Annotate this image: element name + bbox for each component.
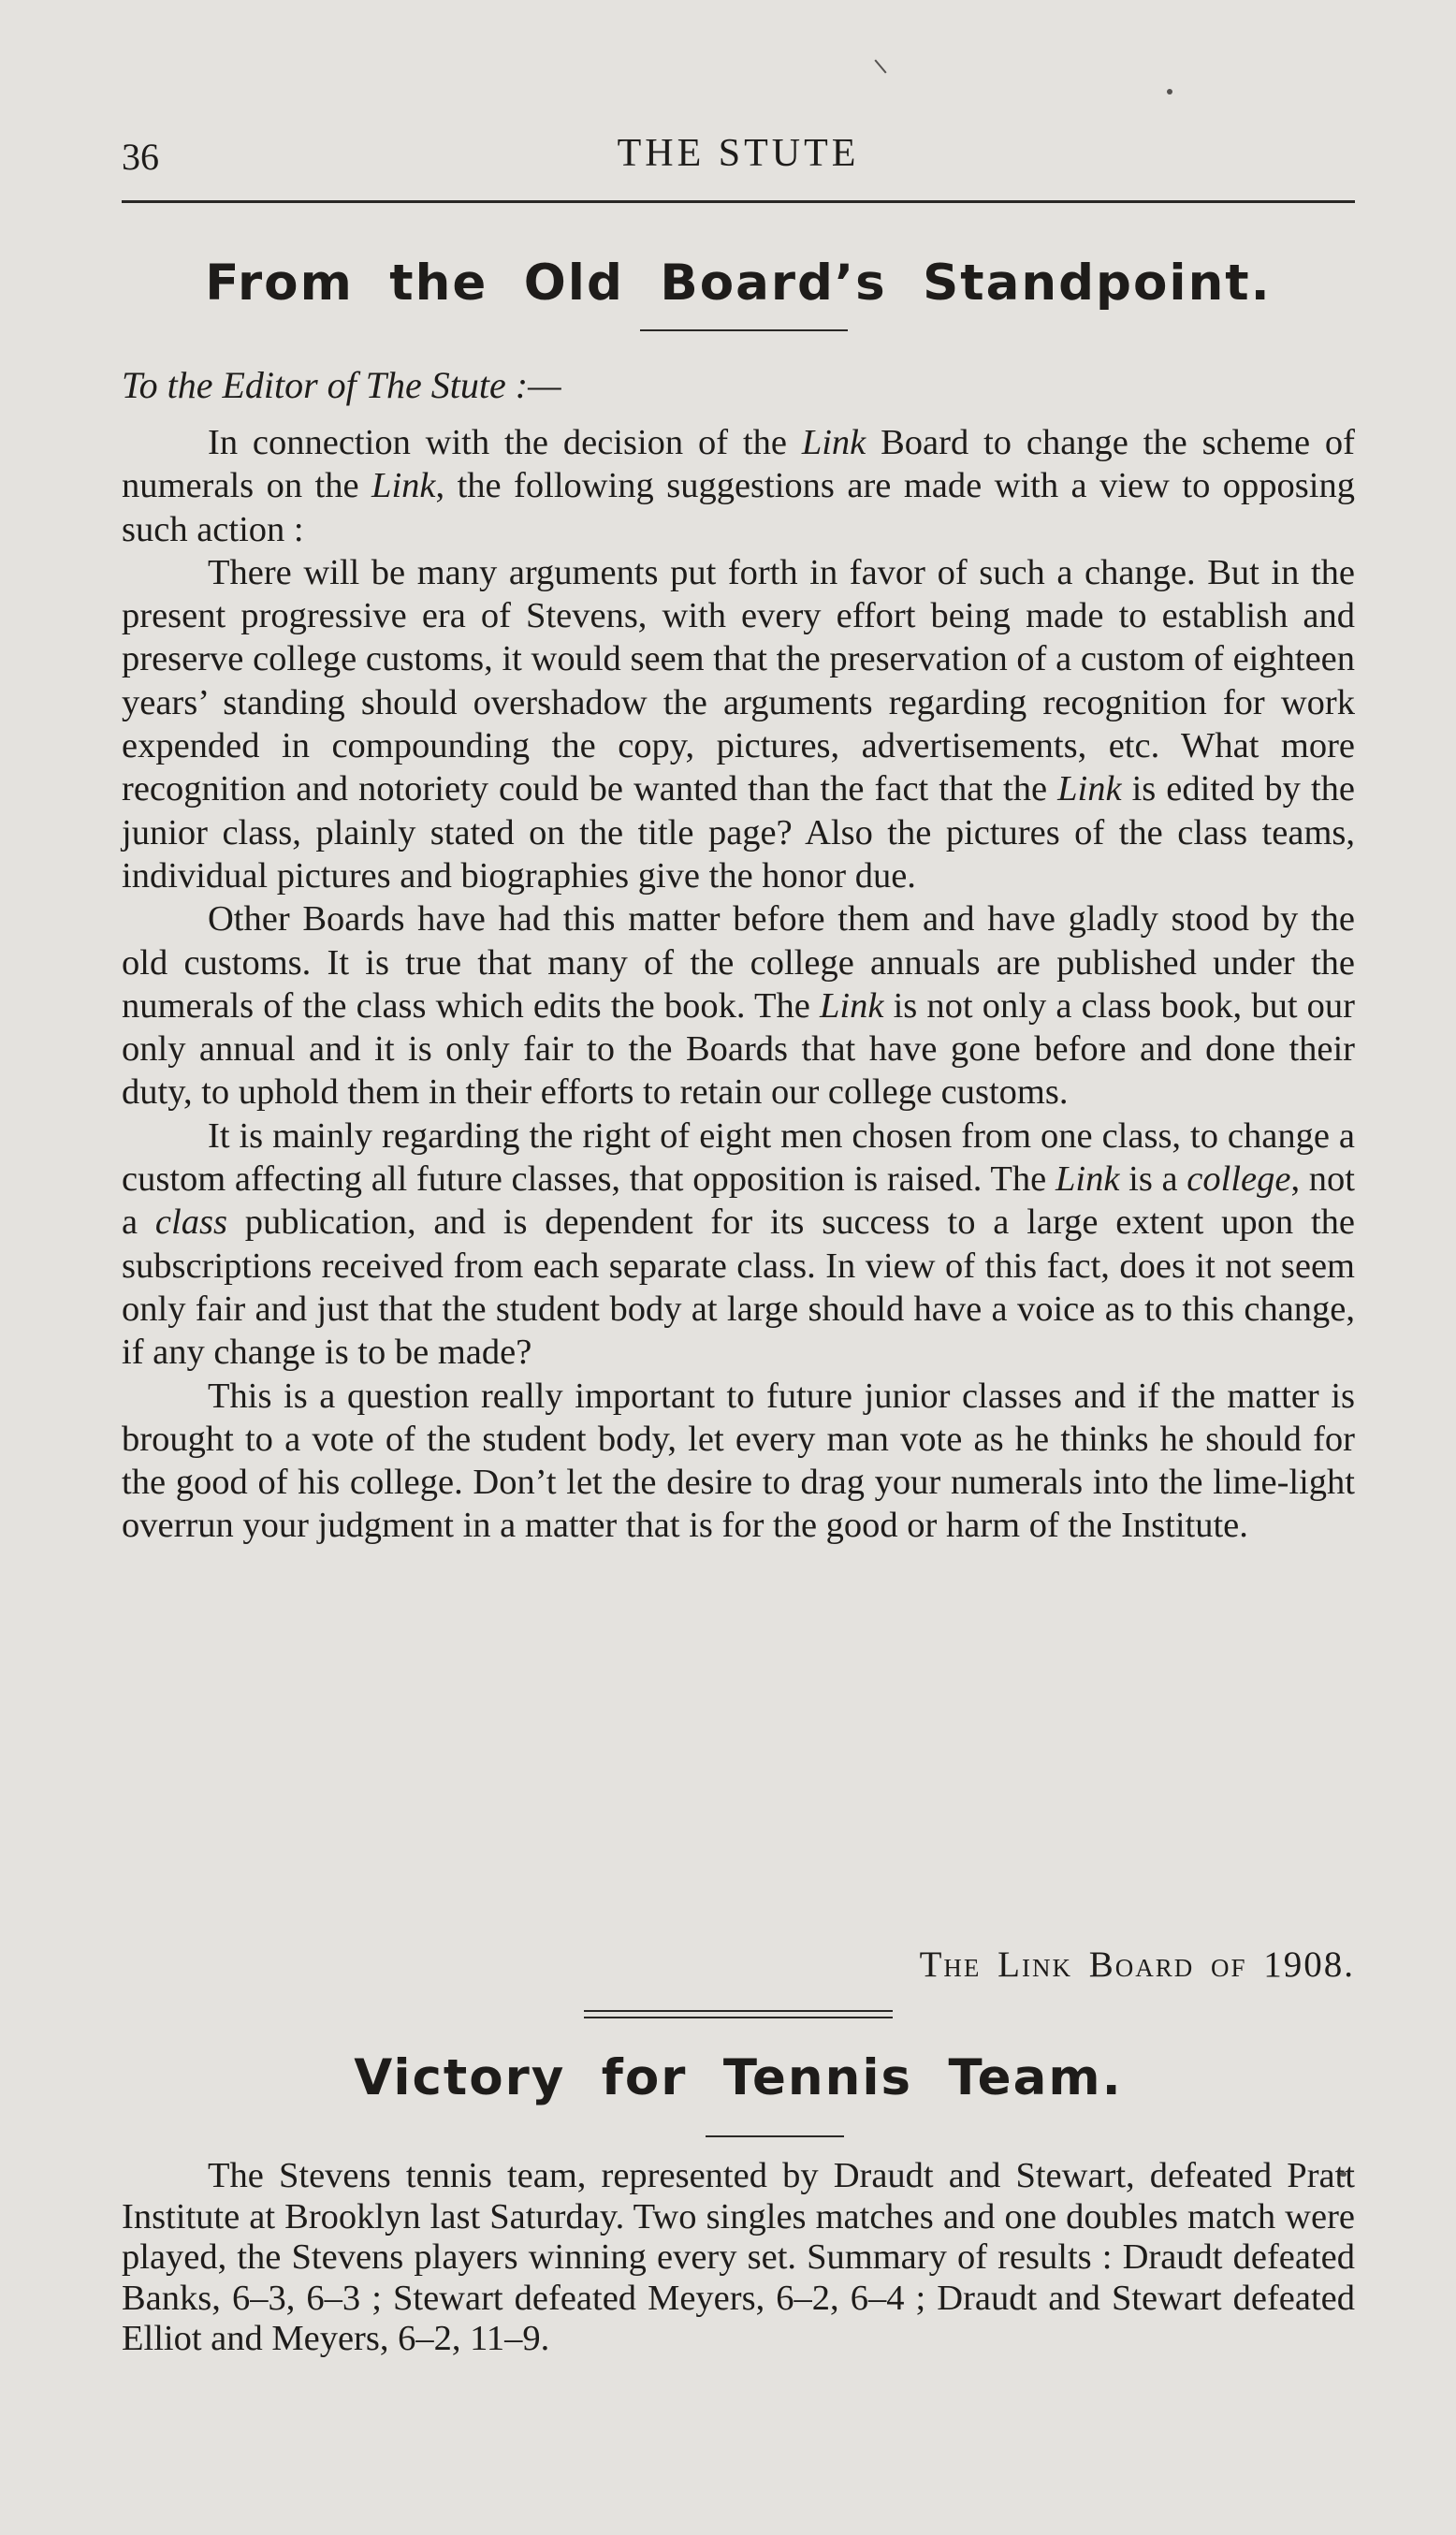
article-body: [122, 2156, 1355, 2360]
section-divider: [584, 2010, 893, 2018]
page-number: 36: [122, 136, 159, 178]
title-rule: [640, 329, 848, 331]
paragraph: The Stevens tennis team, represented by Draudt and Stewart, defeated Pratt Institute at Brooklyn last Saturday. Two singles matches and one doubles match were played, the Stevens players winning every set. Summary of results : Draudt defeated Banks, 6–3, 6–3 ; Stewart defeated Meyers, 6–2, 6–4 ; Draudt and Stewart defeated Elliot and Meyers, 6–2, 11–9.: [122, 2156, 1355, 2358]
article-title: Victory for Tennis Team.: [354, 2049, 1123, 2106]
paragraph: In connection with the decision of the Link Board to change the scheme of numerals on the Link, the following suggestions are made with a view to opposing such action :: [122, 423, 1355, 549]
article-title: From the Old Board’s Standpoint.: [205, 255, 1272, 312]
salutation: To the Editor of The Stute :—: [122, 364, 561, 406]
letter-body: [122, 421, 1355, 1548]
scan-mark: [1167, 89, 1172, 95]
scan-mark: [874, 59, 886, 73]
paragraph: It is mainly regarding the right of eight men chosen from one class, to change a custom affecting all future classes, that opposition is raised. The Link is a college, not a class publication, and is dependent for its success to a large extent upon the subscriptions received from each separate class. In view of this fact, does it not seem only fair and just that the student body at large should have a voice as to this change, if any change is to be made?: [122, 1115, 1356, 1373]
title-rule: [706, 2135, 844, 2137]
page-header: [122, 131, 1355, 187]
running-head: THE STUTE: [617, 132, 860, 175]
header-rule: [122, 200, 1355, 203]
signature: The Link Board of 1908.: [919, 1945, 1355, 1985]
paragraph: This is a question really important to future junior classes and if the matter is brought to a vote of the student body, let every man vote as he thinks he should for the good of his college. Don’t let the desire to drag your numerals into the lime-light overrun your judgment in a matter that is for the good or harm of the Institute.: [122, 1376, 1355, 1546]
paragraph: Other Boards have had this matter before them and have gladly stood by the old customs. It is true that many of the college annuals are published under the numerals of the class which edits the book. The Link is not only a class book, but our only annual and it is only fair to the Boards that have gone before and done their duty, to uphold them in their efforts to retain our college customs.: [122, 899, 1355, 1113]
paragraph: There will be many arguments put forth in favor of such a change. But in the present progressive era of Stevens, with every effort being made to establish and preserve college customs, it would seem that the preservation of a custom of eighteen years’ standing should overshadow the arguments regarding recognition for work expended in compounding the copy, pictures, advertisements, etc. What more recognition and notoriety could be wanted than the fact that the Link is edited by the junior class, plainly stated on the title page? Also the pictures of the class teams, individual pictures and biographies give the honor due.: [122, 552, 1355, 896]
